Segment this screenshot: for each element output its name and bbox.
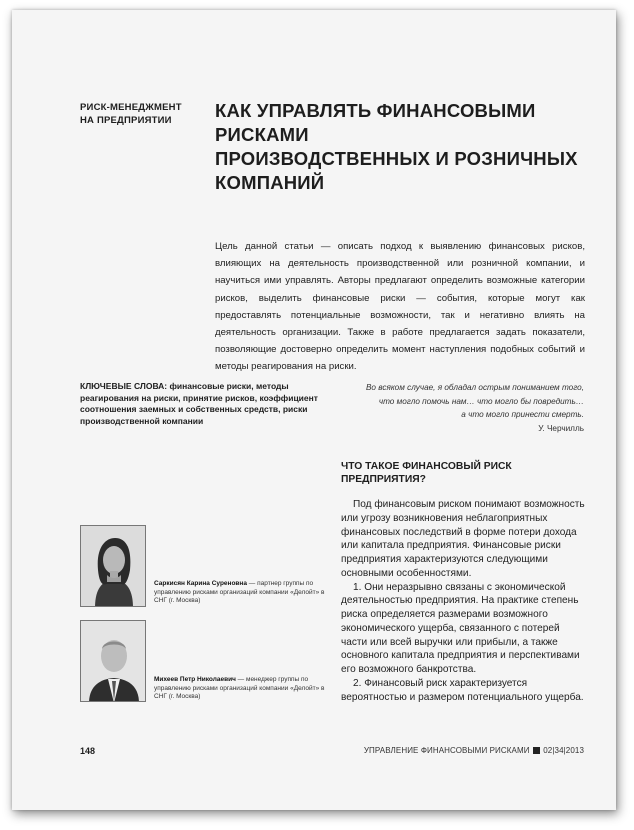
epigraph-author: У. Черчилль — [538, 423, 584, 433]
author-bio-sarkisyan — [154, 580, 334, 606]
article-title — [215, 99, 615, 195]
author-portrait — [81, 621, 146, 702]
article-title-line: КАК УПРАВЛЯТЬ ФИНАНСОВЫМИ РИСКАМИ — [215, 100, 536, 145]
keywords: КЛЮЧЕВЫЕ СЛОВА: финансовые риски, методы реагирования на риски, принятие рисков, коэффициент соотношения заемных и собственных средств, риски производственной компании — [80, 381, 318, 426]
author-photo-sarkisyan — [80, 525, 146, 607]
author-role: — менеджер группы по управлению рисками организаций компании «Делойт» в СНГ (г. Москва) — [154, 676, 325, 701]
body-paragraph: 2. Финансовый риск характеризуется вероятностью и размером потенциального ущерба. — [341, 677, 584, 703]
section-label — [80, 101, 200, 127]
journal-footer — [364, 746, 584, 755]
epigraph — [340, 381, 584, 435]
section-label-line: НА ПРЕДПРИЯТИИ — [80, 115, 172, 126]
section-body — [341, 498, 586, 704]
author-photo-mikheev — [80, 620, 146, 702]
author-portrait — [81, 526, 146, 607]
section-label-line: РИСК-МЕНЕДЖМЕНТ — [80, 102, 182, 113]
page-number: 148 — [80, 746, 96, 756]
article-title-line: ПРОИЗВОДСТВЕННЫХ И РОЗНИЧНЫХ — [215, 148, 578, 169]
author-role: — партнер группы по управлению рисками организаций компании «Делойт» в СНГ (г. Москва) — [154, 580, 325, 605]
epigraph-line: а что могло принести смерть. — [461, 410, 584, 419]
author-bio-mikheev — [154, 676, 334, 702]
body-paragraph: 1. Они неразрывно связаны с экономической деятельностью предприятия. На практике степень риска определяется размерами возможного экономического ущерба, связанного с потерей части или всей выручки или прибыли, а также основного капитала предприятия и перспективами его возможного банкротства. — [341, 581, 580, 675]
body-paragraph: Под финансовым риском понимают возможность или угрозу возникновения неблагоприятных финансовых последствий в форме потери дохода или капитала предприятия. Финансовые риски предприятия характеризуются следующими основными особенностями. — [341, 499, 585, 579]
section-heading: ЧТО ТАКОЕ ФИНАНСОВЫЙ РИСК ПРЕДПРИЯТИЯ? — [341, 461, 512, 486]
author-name: Саркисян Карина Суреновна — [154, 580, 247, 587]
journal-name: УПРАВЛЕНИЕ ФИНАНСОВЫМИ РИСКАМИ — [363, 746, 530, 755]
article-title-line: КОМПАНИЙ — [215, 172, 325, 193]
epigraph-line: Во всяком случае, я обладал острым пониманием того, — [365, 383, 584, 392]
abstract: Цель данной статьи — описать подход к выявлению финансовых рисков, влияющих на деятельность производственной или розничной компании, и научиться ими управлять. Авторы предлагают определить возможные категории рисков, выделить финансовые риски — события, которые могут как предоставлять потенциальные возможности, так и негативно влиять на деятельность организации. Также в работе предлагается задать показатели, позволяющие достоверно определить момент наступления подобных событий и методы реагирования на риски. — [215, 241, 585, 373]
square-separator-icon — [533, 747, 540, 754]
issue-number: 02|34|2013 — [543, 746, 584, 755]
epigraph-line: что могло помочь нам… что могло бы повредить… — [378, 396, 584, 406]
author-name: Михеев Петр Николаевич — [154, 676, 236, 683]
